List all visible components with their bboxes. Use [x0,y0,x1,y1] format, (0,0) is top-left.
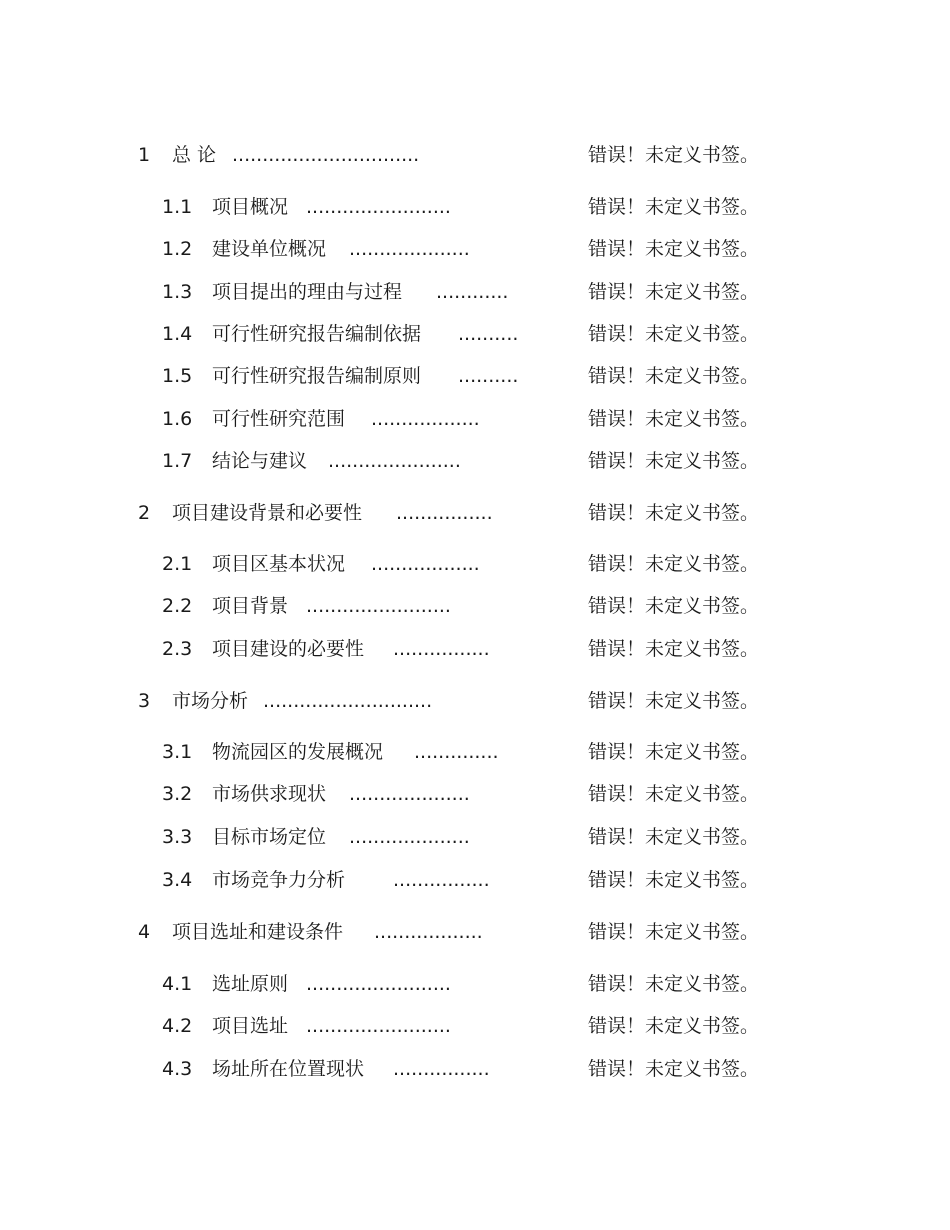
toc-entry-1-5[interactable] [0,361,950,391]
toc-page-ref: 错误！未定义书签。 [588,869,760,891]
toc-entry-number: 1.6 [162,408,193,430]
toc-entry-1-1[interactable] [0,192,950,222]
toc-entry-title: 项目选址 [212,1015,289,1037]
toc-page-ref: 错误！未定义书签。 [588,1058,760,1080]
toc-entry-title: 项目概况 [212,196,289,218]
toc-entry-number: 3.1 [162,741,193,763]
toc-entry-title: 场址所在位置现状 [212,1058,365,1080]
toc-entry-title: 项目建设的必要性 [212,638,365,660]
toc-leader-dots: ........................ [306,595,451,617]
toc-leader-dots: .......... [458,323,519,345]
toc-page-ref: 错误！未定义书签。 [588,450,760,472]
toc-page-ref: 错误！未定义书签。 [588,144,760,166]
toc-entry-title: 市场分析 [172,690,249,712]
toc-page-ref: 错误！未定义书签。 [588,826,760,848]
toc-entry-4-3[interactable] [0,1054,950,1084]
toc-entry-title: 结论与建议 [212,450,308,472]
toc-entry-number: 2.3 [162,638,193,660]
toc-entry-number: 3.2 [162,783,193,805]
toc-entry-number: 1.2 [162,238,193,260]
toc-entry-title: 目标市场定位 [212,826,327,848]
toc-entry-2[interactable] [0,498,950,528]
toc-page-ref: 错误！未定义书签。 [588,238,760,260]
toc-entry-title: 可行性研究报告编制原则 [212,365,422,387]
toc-entry-number: 2.1 [162,553,193,575]
toc-entry-number: 1 [138,144,151,166]
toc-entry-4-2[interactable] [0,1011,950,1041]
toc-entry-4-1[interactable] [0,969,950,999]
toc-entry-title: 物流园区的发展概况 [212,741,384,763]
toc-entry-number: 1.1 [162,196,193,218]
toc-entry-title: 项目区基本状况 [212,553,346,575]
toc-entry-2-1[interactable] [0,549,950,579]
toc-entry-2-3[interactable] [0,634,950,664]
toc-entry-title: 项目建设背景和必要性 [172,502,363,524]
toc-page-ref: 错误！未定义书签。 [588,553,760,575]
toc-page-ref: 错误！未定义书签。 [588,973,760,995]
toc-entry-number: 2 [138,502,151,524]
toc-leader-dots: ............................ [263,690,433,712]
toc-leader-dots: .................... [349,826,470,848]
toc-entry-1-6[interactable] [0,404,950,434]
toc-leader-dots: ................ [393,869,490,891]
toc-leader-dots: ................ [393,638,490,660]
toc-entry-3-4[interactable] [0,865,950,895]
toc-page-ref: 错误！未定义书签。 [588,408,760,430]
toc-leader-dots: ...................... [328,450,461,472]
toc-entry-title: 总 论 [172,144,217,166]
toc-entry-1-4[interactable] [0,319,950,349]
toc-entry-number: 1.7 [162,450,193,472]
toc-entry-number: 1.3 [162,281,193,303]
toc-leader-dots: .................... [349,783,470,805]
toc-entry-title: 可行性研究范围 [212,408,346,430]
toc-entry-title: 选址原则 [212,973,289,995]
toc-page-ref: 错误！未定义书签。 [588,196,760,218]
toc-page-ref: 错误！未定义书签。 [588,638,760,660]
toc-entry-number: 1.5 [162,365,193,387]
toc-leader-dots: .............. [414,741,499,763]
toc-entry-number: 3.3 [162,826,193,848]
toc-page-ref: 错误！未定义书签。 [588,741,760,763]
toc-entry-number: 4.3 [162,1058,193,1080]
toc-page-ref: 错误！未定义书签。 [588,281,760,303]
toc-page-ref: 错误！未定义书签。 [588,365,760,387]
toc-entry-3-1[interactable] [0,737,950,767]
toc-entry-number: 3 [138,690,151,712]
toc-page-ref: 错误！未定义书签。 [588,502,760,524]
toc-entry-title: 市场竞争力分析 [212,869,346,891]
toc-leader-dots: .................. [374,921,483,943]
toc-entry-title: 市场供求现状 [212,783,327,805]
toc-leader-dots: ........................ [306,196,451,218]
toc-entry-number: 4.2 [162,1015,193,1037]
toc-entry-number: 4 [138,921,151,943]
toc-leader-dots: .................. [371,553,480,575]
toc-entry-3-3[interactable] [0,822,950,852]
toc-entry-1[interactable] [0,140,950,170]
toc-page-ref: 错误！未定义书签。 [588,783,760,805]
toc-leader-dots: .................. [371,408,480,430]
toc-page-ref: 错误！未定义书签。 [588,1015,760,1037]
toc-entry-title: 可行性研究报告编制依据 [212,323,422,345]
toc-leader-dots: ............................... [232,144,420,166]
toc-entry-number: 3.4 [162,869,193,891]
toc-entry-1-7[interactable] [0,446,950,476]
toc-leader-dots: .................... [349,238,470,260]
toc-entry-4[interactable] [0,917,950,947]
toc-leader-dots: ................ [396,502,493,524]
toc-entry-number: 1.4 [162,323,193,345]
toc-entry-3[interactable] [0,686,950,716]
toc-entry-1-3[interactable] [0,277,950,307]
toc-page-ref: 错误！未定义书签。 [588,690,760,712]
toc-leader-dots: .......... [458,365,519,387]
toc-page-ref: 错误！未定义书签。 [588,921,760,943]
toc-leader-dots: ........................ [306,973,451,995]
toc-entry-title: 建设单位概况 [212,238,327,260]
toc-page-ref: 错误！未定义书签。 [588,323,760,345]
toc-entry-number: 4.1 [162,973,193,995]
toc-entry-number: 2.2 [162,595,193,617]
toc-entry-title: 项目背景 [212,595,289,617]
toc-entry-1-2[interactable] [0,234,950,264]
toc-leader-dots: ................ [393,1058,490,1080]
toc-leader-dots: ........................ [306,1015,451,1037]
toc-entry-title: 项目选址和建设条件 [172,921,344,943]
toc-entry-2-2[interactable] [0,591,950,621]
toc-leader-dots: ............ [436,281,509,303]
toc-entry-title: 项目提出的理由与过程 [212,281,403,303]
toc-entry-3-2[interactable] [0,779,950,809]
toc-page-ref: 错误！未定义书签。 [588,595,760,617]
